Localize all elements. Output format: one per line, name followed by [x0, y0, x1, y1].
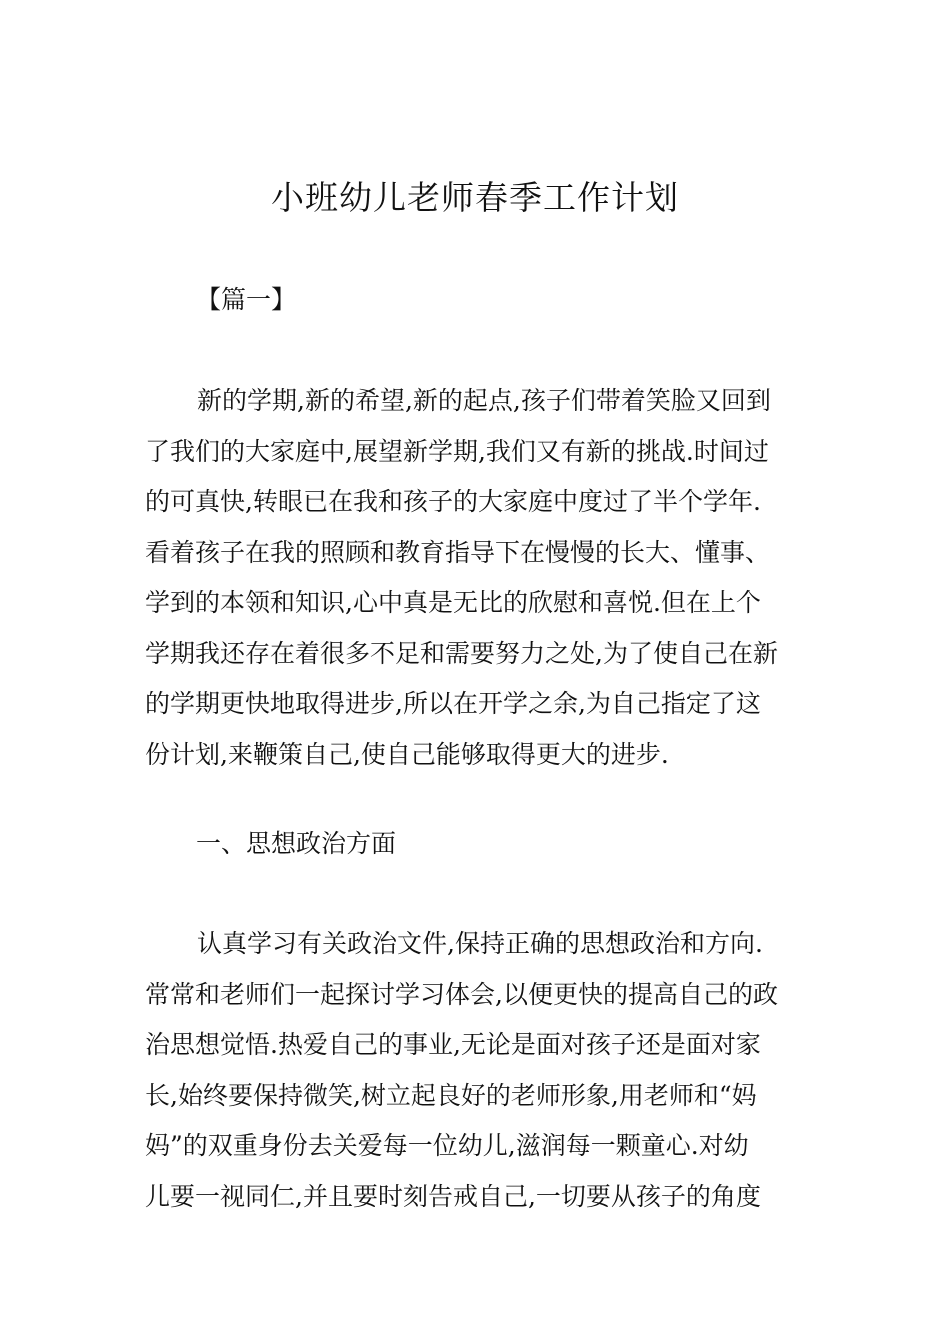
paragraph-line: 份计划,来鞭策自己,使自己能够取得更大的进步.: [145, 739, 669, 769]
section-tag: 【篇一】: [196, 285, 297, 314]
paragraph-line: 长,始终要保持微笑,树立起良好的老师形象,用老师和“妈: [145, 1080, 757, 1110]
paragraph-line: 常常和老师们一起探讨学习体会,以便更快的提高自己的政: [145, 979, 778, 1009]
paragraph-line: 了我们的大家庭中,展望新学期,我们又有新的挑战.时间过: [145, 436, 769, 466]
document-title: 小班幼儿老师春季工作计划: [271, 178, 679, 217]
section-heading-politics: 一、思想政治方面: [196, 829, 397, 858]
paragraph-line: 认真学习有关政治文件,保持正确的思想政治和方向.: [197, 929, 763, 958]
paragraph-line: 学到的本领和知识,心中真是无比的欣慰和喜悦.但在上个: [145, 588, 761, 617]
paragraph-line: 儿要一视同仁,并且要时刻告戒自己,一切要从孩子的角度: [145, 1181, 761, 1211]
paragraph-intro: [145, 376, 810, 780]
paragraph-line: 治思想觉悟.热爱自己的事业,无论是面对孩子还是面对家: [145, 1030, 761, 1059]
paragraph-line: 的学期更快地取得进步,所以在开学之余,为自己指定了这: [145, 689, 761, 718]
paragraph-line: 的可真快,转眼已在我和孩子的大家庭中度过了半个学年.: [145, 487, 761, 516]
paragraph-line: 妈”的双重身份去关爱每一位幼儿,滋润每一颗童心.对幼: [145, 1131, 749, 1160]
paragraph-line: 学期我还存在着很多不足和需要努力之处,为了使自己在新: [145, 638, 778, 668]
paragraph-politics: [145, 919, 810, 1222]
paragraph-line: 新的学期,新的希望,新的起点,孩子们带着笑脸又回到: [197, 386, 771, 415]
paragraph-line: 看着孩子在我的照顾和教育指导下在慢慢的长大、懂事、: [145, 537, 771, 567]
